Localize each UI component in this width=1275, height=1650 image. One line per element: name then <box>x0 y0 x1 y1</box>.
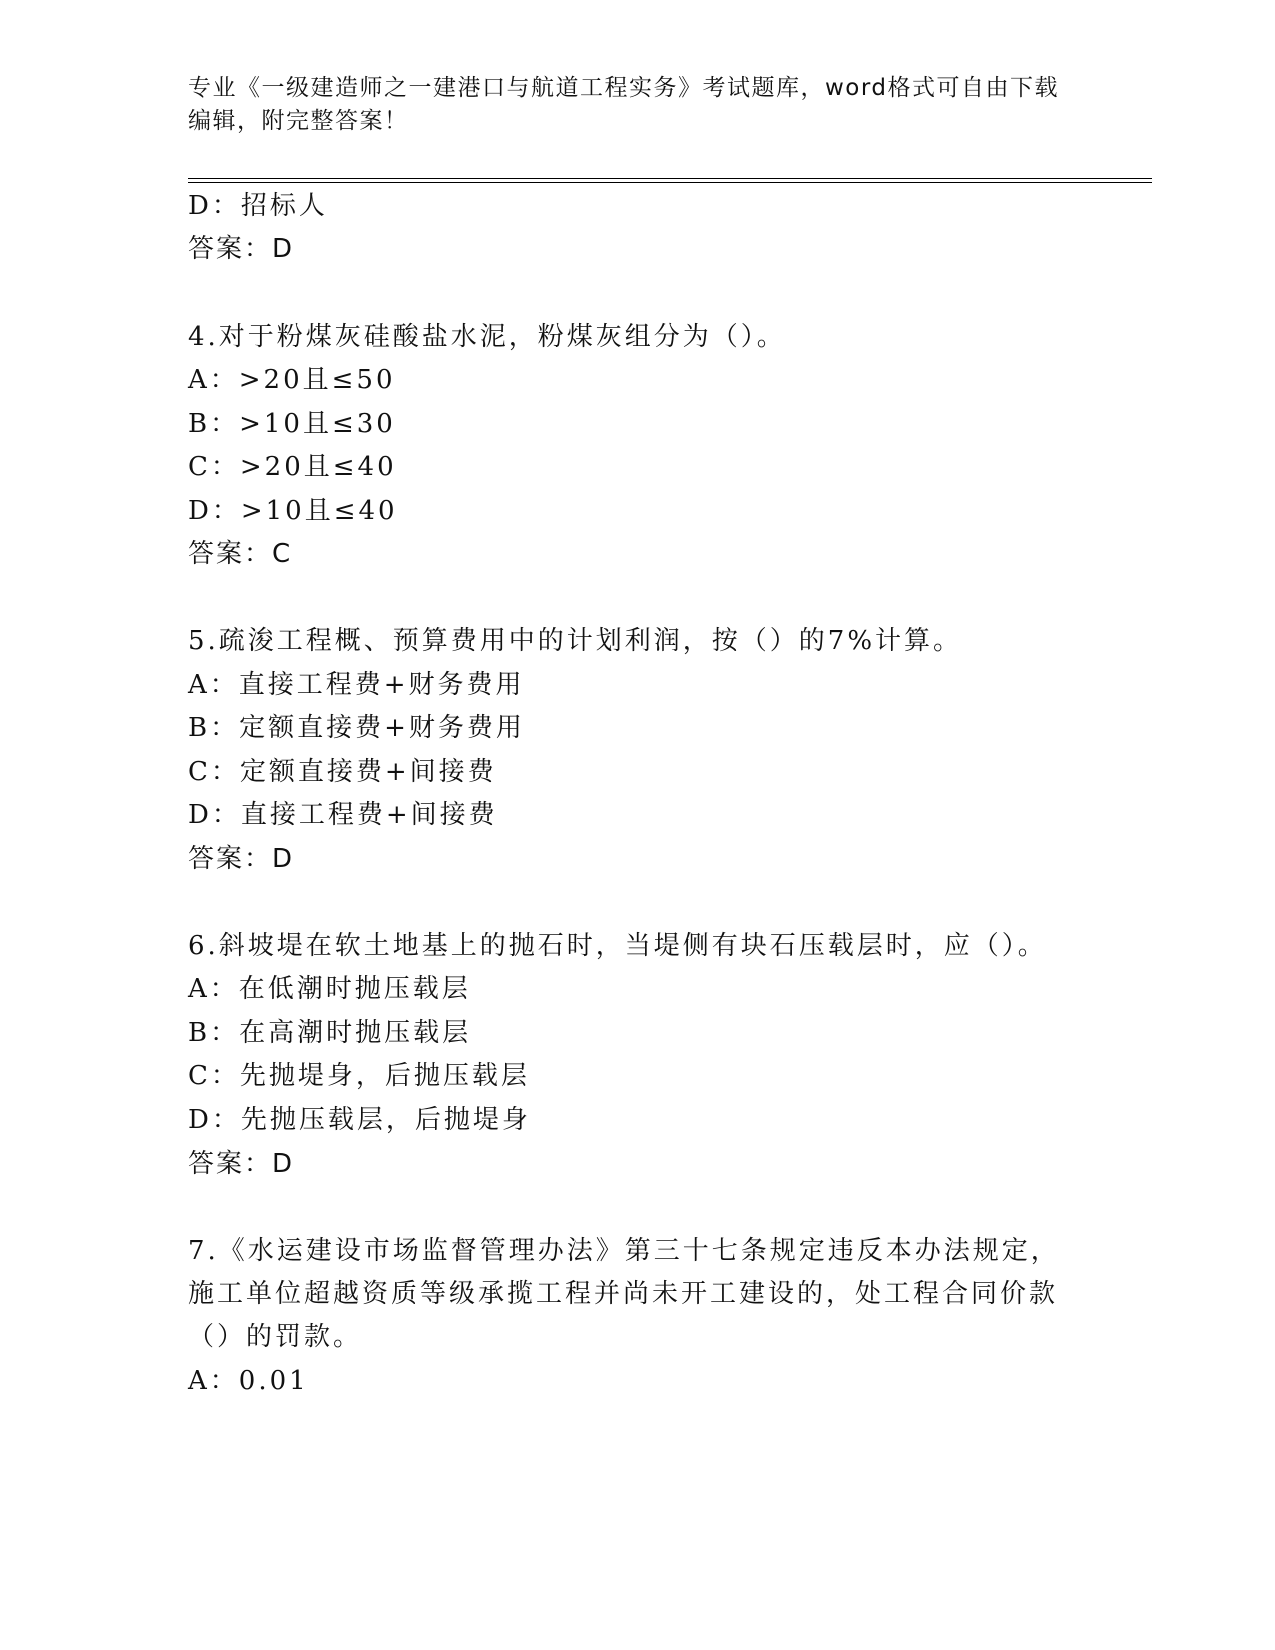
q4-stem: 4.对于粉煤灰硅酸盐水泥，粉煤灰组分为（）。 <box>188 322 786 352</box>
q5-option-d: D：直接工程费+间接费 <box>188 800 498 830</box>
header-divider-top <box>188 178 1152 179</box>
q4-option-d: D：>10且≤40 <box>188 496 398 526</box>
header-divider-bottom <box>188 182 1152 183</box>
document-header <box>188 72 1068 138</box>
q7-stem-line-1: 7.《水运建设市场监督管理办法》第三十七条规定违反本办法规定， <box>188 1236 1060 1266</box>
q4-answer: 答案：C <box>188 539 293 569</box>
q6-option-d: D：先抛压载层，后抛堤身 <box>188 1105 531 1135</box>
q6-option-b: B：在高潮时抛压载层 <box>188 1018 472 1048</box>
header-line-1: 专业《一级建造师之一建港口与航道工程实务》考试题库，word格式可自由下载 <box>188 75 1060 101</box>
q7-stem-line-3: （）的罚款。 <box>188 1322 363 1352</box>
header-line-2: 编辑，附完整答案！ <box>188 108 409 134</box>
q5-option-c: C：定额直接费+间接费 <box>188 757 497 787</box>
q5-stem: 5.疏浚工程概、预算费用中的计划利润，按（）的7%计算。 <box>188 626 963 656</box>
q4-option-a: A：>20且≤50 <box>188 365 396 395</box>
q4-option-c: C：>20且≤40 <box>188 452 397 482</box>
q3-answer: 答案：D <box>188 234 295 264</box>
q5-option-b: B：定额直接费+财务费用 <box>188 713 525 743</box>
q6-option-c: C：先抛堤身，后抛压载层 <box>188 1061 530 1091</box>
q7-stem-line-2: 施工单位超越资质等级承揽工程并尚未开工建设的，处工程合同价款 <box>188 1279 1059 1309</box>
q5-answer: 答案：D <box>188 844 295 874</box>
q6-stem: 6.斜坡堤在软土地基上的抛石时，当堤侧有块石压载层时，应（）。 <box>188 931 1047 961</box>
q7-option-a: A：0.01 <box>188 1366 309 1396</box>
q6-option-a: A：在低潮时抛压载层 <box>188 974 471 1004</box>
q5-option-a: A：直接工程费+财务费用 <box>188 670 525 700</box>
q3-option-d: D：招标人 <box>188 191 328 221</box>
q6-answer: 答案：D <box>188 1149 295 1179</box>
q4-option-b: B：>10且≤30 <box>188 409 396 439</box>
